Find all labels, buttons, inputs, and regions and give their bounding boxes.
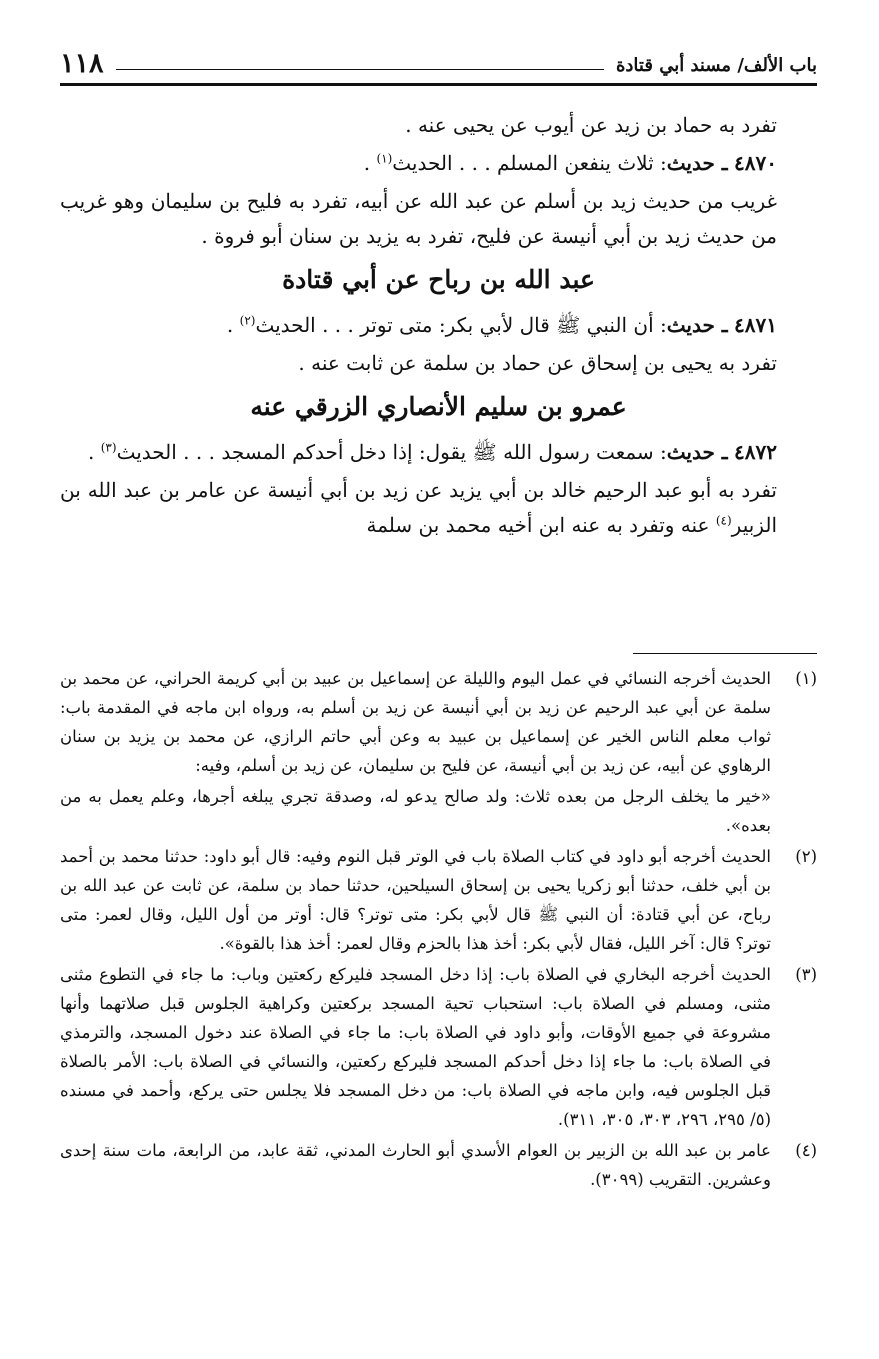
hadith-entry-4870 (60, 146, 817, 181)
hadith-number: ٤٨٧٠ (734, 151, 777, 175)
paragraph (60, 473, 817, 543)
hadith-label: حديث (666, 313, 715, 337)
page-number: ١١٨ (60, 48, 104, 79)
running-title: باب الألف/ مسند أبي قتادة (615, 55, 817, 76)
hadith-text: : ثلاث ينفعن المسلم . . . الحديث (392, 151, 667, 175)
header-rule (116, 69, 604, 70)
footnote-number: (١) (795, 669, 817, 688)
footnote-ref[interactable]: (٢) (239, 313, 256, 328)
hadith-end: . (363, 151, 377, 175)
section-heading: عبد الله بن رباح عن أبي قتادة (282, 265, 595, 294)
page-header (60, 46, 817, 86)
hadith-end: . (88, 440, 101, 464)
hadith-label: حديث (666, 440, 715, 464)
hadith-dash: ـ (714, 313, 728, 337)
hadith-number: ٤٨٧١ (734, 313, 777, 337)
footnote-text: عامر بن عبد الله بن الزبير بن العوام الأسدي أبو الحارث المدني، ثقة عابد، من الرابعة، مات سنة إحدى وعشرين. التقريب (٣٠٩٩). (60, 1141, 771, 1189)
footnote (60, 960, 817, 1134)
footnotes (60, 664, 817, 1196)
hadith-entry-4871 (60, 308, 817, 343)
footnote-body (60, 842, 771, 958)
paragraph: تفرد به حماد بن زيد عن أيوب عن يحيى عنه . (405, 113, 777, 137)
footnote-text: الحديث أخرجه أبو داود في كتاب الصلاة باب في الوتر قبل النوم وفيه: قال أبو داود: حدثنا محمد بن أحمد بن أبي خلف، حدثنا أبو زكريا يحيى بن إسحاق السيلحين، حدثنا حماد بن سلمة، عن ثابت عن عبد الله بن رباح، عن أبي قتادة: أن النبي ﷺ قال لأبي بكر: متى توتر؟ قال: أوتر من أول الليل، وقال لعمر: متى توتر؟ قال: آخر الليل، فقال لأبي بكر: أخذ هذا بالحزم وقال لعمر: أخذ هذا بالقوة». (60, 847, 771, 953)
footnote-number: (٣) (795, 965, 817, 984)
footnote (60, 664, 817, 840)
paragraph-text: عنه وتفرد به عنه ابن أخيه محمد بن سلمة (366, 513, 716, 537)
footnote (60, 1136, 817, 1194)
footnote-body (60, 960, 771, 1134)
paragraph: تفرد به يحيى بن إسحاق عن حماد بن سلمة عن ثابت عنه . (298, 351, 777, 375)
footnote-separator (633, 653, 817, 654)
footnote-text: الحديث أخرجه النسائي في عمل اليوم والليلة عن إسماعيل بن عبيد بن أبي كريمة الحراني، عن محمد بن سلمة عن أبي عبد الرحيم عن زيد بن أبي أنيسة عن زيد بن أسلم به، ورواه ابن ماجه في المقدمة باب: ثواب معلم الناس الخير عن إسماعيل بن عبيد به وعن أبي حاتم الرازي، عن محمد بن يزيد بن سنان الرهاوي عن أبيه، عن زيد بن أبي أنيسة، عن فليح بن سليمان، عن زيد بن أسلم، وفيه: (60, 669, 771, 775)
paragraph: غريب من حديث زيد بن أسلم عن عبد الله عن أبيه، تفرد به فليح بن سليمان وهو غريب من حديث زيد بن أبي أنيسة عن فليح، تفرد به يزيد بن سنان أبو فروة . (60, 189, 777, 248)
hadith-number: ٤٨٧٢ (734, 440, 777, 464)
footnote-body (60, 664, 771, 840)
footnote-number: (٤) (795, 1141, 817, 1160)
hadith-dash: ـ (714, 440, 728, 464)
footnote (60, 842, 817, 958)
hadith-entry-4872 (60, 435, 817, 470)
section-heading: عمرو بن سليم الأنصاري الزرقي عنه (250, 392, 627, 421)
footnote-ref[interactable]: (٣) (100, 440, 117, 455)
hadith-text: : سمعت رسول الله ﷺ يقول: إذا دخل أحدكم المسجد . . . الحديث (116, 440, 667, 464)
footnote-body (60, 1136, 771, 1194)
footnote-number: (٢) (795, 847, 817, 866)
hadith-end: . (226, 313, 240, 337)
paragraph-text: تفرد به أبو عبد الرحيم خالد بن أبي يزيد عن زيد بن أبي أنيسة عن عامر بن عبد الله بن الزبير (60, 478, 778, 537)
hadith-text: : أن النبي ﷺ قال لأبي بكر: متى توتر . . . الحديث (255, 313, 667, 337)
hadith-label: حديث (666, 151, 715, 175)
main-text (60, 108, 817, 546)
footnote-ref[interactable]: (١) (376, 151, 393, 166)
footnote-quote: «خير ما يخلف الرجل من بعده ثلاث: ولد صالح يدعو له، وصدقة تجري يبلغه أجرها، وعلم يعمل به من بعده». (60, 787, 771, 835)
footnote-ref[interactable]: (٤) (715, 513, 732, 528)
hadith-dash: ـ (714, 151, 728, 175)
footnote-text: الحديث أخرجه البخاري في الصلاة باب: إذا دخل المسجد فليركع ركعتين وباب: ما جاء في التطوع مثنى مثنى، ومسلم في الصلاة باب: استحباب تحية المسجد بركعتين وكراهية الجلوس قبل صلاتهما وأنها مشروعة في جميع الأوقات، وأبو داود في الصلاة باب: ما جاء في الصلاة عند دخول المسجد، والترمذي في الصلاة باب: ما جاء إذا دخل أحدكم المسجد فليركع ركعتين، والنسائي في الصلاة باب: الأمر بالصلاة قبل الجلوس فيه، وابن ماجه في الصلاة باب: من دخل المسجد فلا يجلس حتى يركع، وأحمد في مسنده (٥/ ٢٩٥، ٢٩٦، ٣٠٣، ٣٠٥، ٣١١). (60, 965, 771, 1129)
